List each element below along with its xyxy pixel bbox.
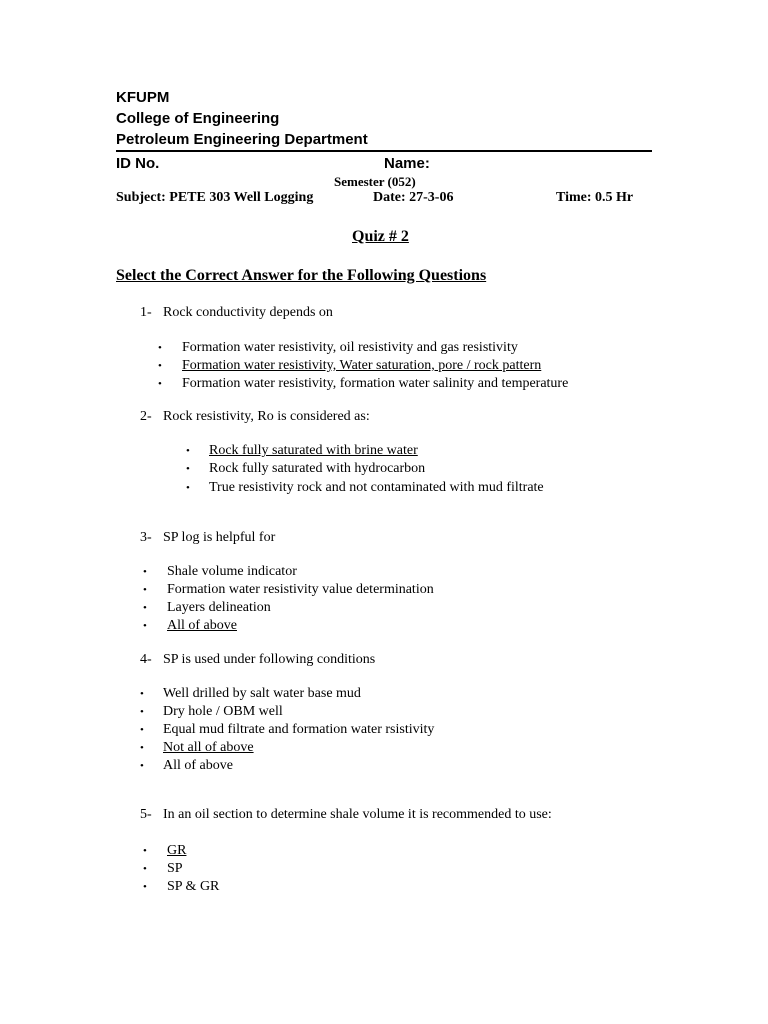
header-divider	[116, 150, 652, 152]
bullet-icon: •	[186, 445, 190, 457]
bullet-icon: •	[140, 706, 144, 718]
answer-option: Layers delineation	[167, 600, 271, 615]
bullet-icon: •	[140, 688, 144, 700]
bullet-icon: •	[158, 342, 162, 354]
answer-option: SP	[167, 861, 183, 876]
answer-option: Shale volume indicator	[167, 564, 297, 579]
answer-option-selected: All of above	[167, 618, 237, 633]
answer-option: Dry hole / OBM well	[163, 704, 283, 719]
question-text: Rock conductivity depends on	[163, 305, 333, 320]
bullet-icon: •	[140, 760, 144, 772]
question-number: 5-	[140, 807, 152, 822]
bullet-icon: •	[186, 482, 190, 494]
answer-option: Rock fully saturated with hydrocarbon	[209, 461, 426, 476]
university-name: KFUPM	[116, 89, 170, 106]
question-number: 1-	[140, 305, 152, 320]
answer-option-selected: Rock fully saturated with brine water	[209, 443, 418, 458]
student-name-label: Name:	[384, 155, 430, 172]
answer-option: SP & GR	[167, 879, 220, 894]
id-number-label: ID No.	[116, 155, 160, 172]
answer-option: Formation water resistivity, oil resistivity and gas resistivity	[182, 340, 518, 355]
bullet-icon: •	[186, 463, 190, 475]
bullet-icon: •	[140, 724, 144, 736]
bullet-icon: •	[143, 566, 147, 578]
college-name: College of Engineering	[116, 110, 280, 127]
department-name: Petroleum Engineering Department	[116, 131, 368, 148]
semester-label: Semester (052)	[334, 174, 416, 189]
bullet-icon: •	[140, 742, 144, 754]
question-text: Rock resistivity, Ro is considered as:	[163, 409, 370, 424]
bullet-icon: •	[143, 620, 147, 632]
answer-option: Well drilled by salt water base mud	[163, 686, 361, 701]
instructions-heading: Select the Correct Answer for the Following Questions	[116, 267, 487, 284]
bullet-icon: •	[143, 602, 147, 614]
question-text: SP log is helpful for	[163, 530, 276, 545]
answer-option-selected: GR	[167, 843, 187, 858]
exam-duration: Time: 0.5 Hr	[556, 190, 634, 205]
question-number: 3-	[140, 530, 152, 545]
bullet-icon: •	[158, 378, 162, 390]
answer-option: Formation water resistivity, formation water salinity and temperature	[182, 376, 569, 391]
bullet-icon: •	[143, 863, 147, 875]
question-number: 4-	[140, 652, 152, 667]
question-text: SP is used under following conditions	[163, 652, 376, 667]
subject-label: Subject: PETE 303 Well Logging	[116, 190, 314, 205]
answer-option: All of above	[163, 758, 233, 773]
question-text: In an oil section to determine shale volume it is recommended to use:	[163, 807, 552, 822]
bullet-icon: •	[158, 360, 162, 372]
bullet-icon: •	[143, 845, 147, 857]
exam-date: Date: 27-3-06	[373, 190, 454, 205]
answer-option: True resistivity rock and not contaminated with mud filtrate	[209, 480, 544, 495]
question-number: 2-	[140, 409, 152, 424]
bullet-icon: •	[143, 584, 147, 596]
answer-option: Equal mud filtrate and formation water rsistivity	[163, 722, 435, 737]
quiz-title: Quiz # 2	[352, 228, 409, 245]
answer-option-selected: Formation water resistivity, Water saturation, pore / rock pattern	[182, 358, 542, 373]
answer-option-selected: Not all of above	[163, 740, 254, 755]
bullet-icon: •	[143, 881, 147, 893]
answer-option: Formation water resistivity value determination	[167, 582, 434, 597]
